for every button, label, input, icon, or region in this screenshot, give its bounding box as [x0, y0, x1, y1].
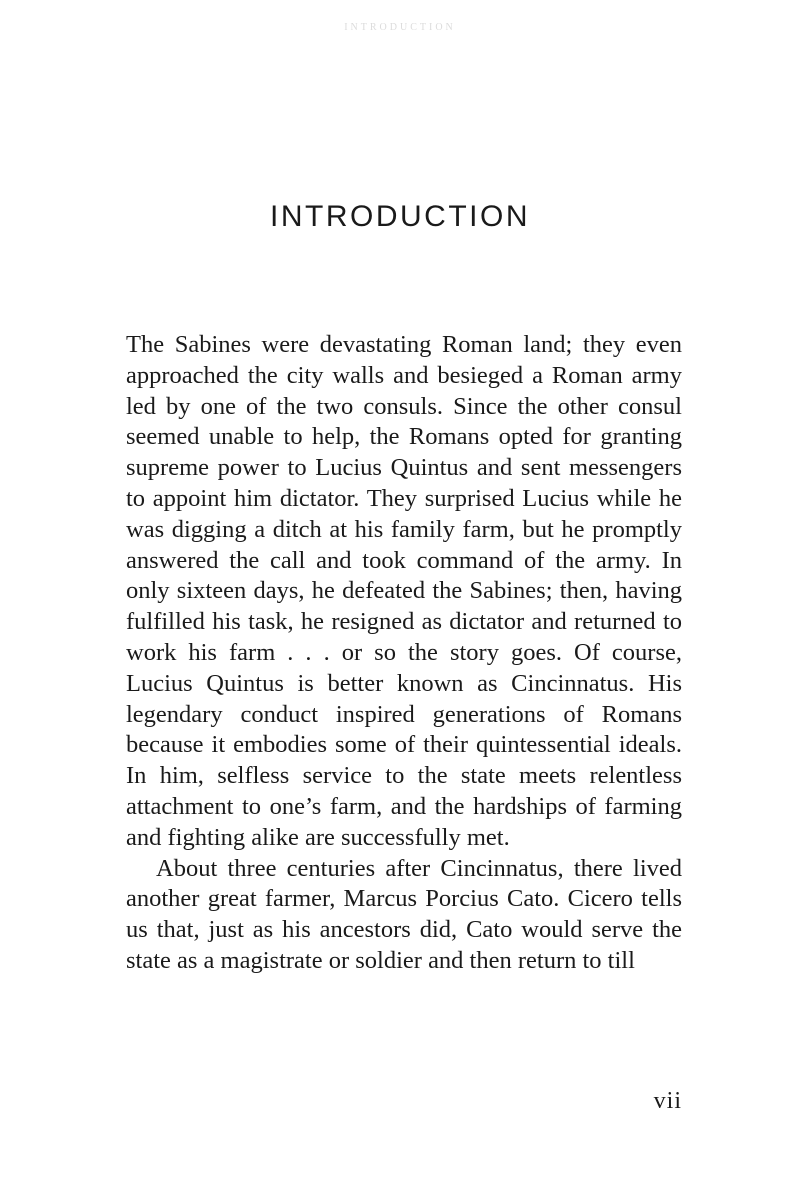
paragraph-1: The Sabines were devastating Roman land; they even approached the city walls and besieged a Roman army led by one of the two consuls. Since the other consul seemed unable to help, the Romans opted for granting supreme power to Lucius Quintus and sent messengers to appoint him dictator. They surprised Lucius while he was digging a ditch at his family farm, but he promptly answered the call and took command of the army. In only sixteen days, he defeated the Sabines; then, having fulfilled his task, he resigned as dictator and returned to work his farm . . . or so the story goes. Of course, Lucius Quintus is better known as Cincinnatus. His legendary conduct inspired generations of Romans because it embodies some of their quintessential ideals. In him, selfless service to the state meets relentless attachment to one’s farm, and the hardships of farming and fighting alike are successfully met. [126, 331, 682, 851]
paragraph-2: About three centuries after Cincinnatus, there lived another great farmer, Marcus Porcius Cato. Cicero tells us that, just as his ancestors did, Cato would serve the state as a magistrate or soldier and then return to till [126, 854, 682, 974]
chapter-title: INTRODUCTION [270, 200, 530, 233]
body-text [126, 330, 682, 977]
running-head: INTRODUCTION [344, 22, 456, 33]
page-number: vii [653, 1088, 682, 1114]
